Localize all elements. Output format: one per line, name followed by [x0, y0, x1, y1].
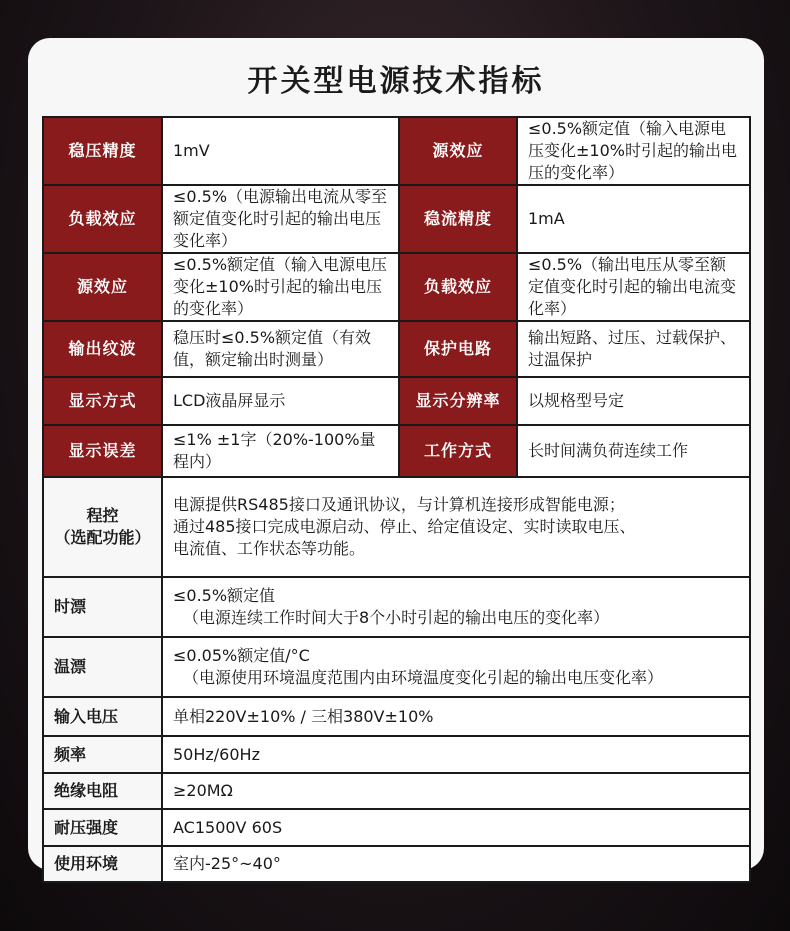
- spec-label: 显示方式: [43, 377, 162, 425]
- program-line: 电源提供RS485接口及通讯协议，与计算机连接形成智能电源；: [173, 495, 625, 514]
- spec-label: 绝缘电阻: [43, 773, 162, 809]
- spec-value: 输出短路、过压、过载保护、过温保护: [517, 321, 750, 377]
- spec-value: ≤0.5%额定值（输入电源电压变化±10%时引起的输出电压的变化率）: [162, 253, 399, 321]
- program-line: 电流值、工作状态等功能。: [173, 539, 366, 558]
- table-row-program: [43, 477, 750, 577]
- program-line: 通过485接口完成电源启动、停止、给定值设定、实时读取电压、: [173, 517, 636, 536]
- table-row: [43, 697, 750, 736]
- spec-value: 长时间满负荷连续工作: [517, 425, 750, 477]
- drift-temp-label: 温漂: [43, 637, 162, 697]
- program-label-sub: （选配功能）: [54, 528, 151, 547]
- spec-label: 负载效应: [43, 185, 162, 253]
- spec-label: 显示分辨率: [399, 377, 517, 425]
- spec-value: ≤0.5%（输出电压从零至额定值变化时引起的输出电流变化率）: [517, 253, 750, 321]
- table-row: [43, 253, 750, 321]
- table-row: [43, 809, 750, 846]
- spec-label: 保护电路: [399, 321, 517, 377]
- spec-value: ≤1% ±1字（20%-100%量程内）: [162, 425, 399, 477]
- spec-label: 使用环境: [43, 846, 162, 882]
- spec-table: [42, 116, 751, 883]
- program-label: [43, 477, 162, 577]
- spec-value: 室内-25°~40°: [162, 846, 750, 882]
- table-row: [43, 846, 750, 882]
- spec-value: 1mA: [517, 185, 750, 253]
- spec-value: AC1500V 60S: [162, 809, 750, 846]
- spec-label: 显示误差: [43, 425, 162, 477]
- table-row: [43, 185, 750, 253]
- spec-value: 单相220V±10% / 三相380V±10%: [162, 697, 750, 736]
- spec-label: 耐压强度: [43, 809, 162, 846]
- table-row: [43, 321, 750, 377]
- spec-label: 稳流精度: [399, 185, 517, 253]
- program-label-main: 程控: [86, 506, 119, 525]
- spec-label: 稳压精度: [43, 117, 162, 185]
- spec-value: LCD液晶屏显示: [162, 377, 399, 425]
- drift-temp-value: [162, 637, 750, 697]
- spec-label: 源效应: [43, 253, 162, 321]
- table-row-drift-temp: [43, 637, 750, 697]
- spec-value: 50Hz/60Hz: [162, 736, 750, 773]
- spec-value: ≤0.5%（电源输出电流从零至额定值变化时引起的输出电压变化率）: [162, 185, 399, 253]
- spec-card: [28, 38, 764, 873]
- spec-value: 以规格型号定: [517, 377, 750, 425]
- spec-label: 负载效应: [399, 253, 517, 321]
- program-value: [162, 477, 750, 577]
- table-row: [43, 736, 750, 773]
- drift-temp-line1: ≤0.05%额定值/°C: [173, 646, 310, 665]
- spec-label: 工作方式: [399, 425, 517, 477]
- spec-value: ≤0.5%额定值（输入电源电压变化±10%时引起的输出电压的变化率）: [517, 117, 750, 185]
- table-row-drift-time: [43, 577, 750, 637]
- spec-label: 输出纹波: [43, 321, 162, 377]
- drift-time-label: 时漂: [43, 577, 162, 637]
- drift-time-line2: （电源连续工作时间大于8个小时引起的输出电压的变化率）: [183, 608, 610, 627]
- spec-label: 源效应: [399, 117, 517, 185]
- spec-value: 1mV: [162, 117, 399, 185]
- drift-time-line1: ≤0.5%额定值: [173, 586, 276, 605]
- spec-value: 稳压时≤0.5%额定值（有效值，额定输出时测量）: [162, 321, 399, 377]
- spec-label: 频率: [43, 736, 162, 773]
- spec-label: 输入电压: [43, 697, 162, 736]
- table-row: [43, 773, 750, 809]
- drift-temp-line2: （电源使用环境温度范围内由环境温度变化引起的输出电压变化率）: [183, 668, 664, 687]
- table-row: [43, 377, 750, 425]
- table-row: [43, 117, 750, 185]
- drift-time-value: [162, 577, 750, 637]
- table-row: [43, 425, 750, 477]
- page-title: 开关型电源技术指标: [247, 64, 545, 99]
- spec-value: ≥20MΩ: [162, 773, 750, 809]
